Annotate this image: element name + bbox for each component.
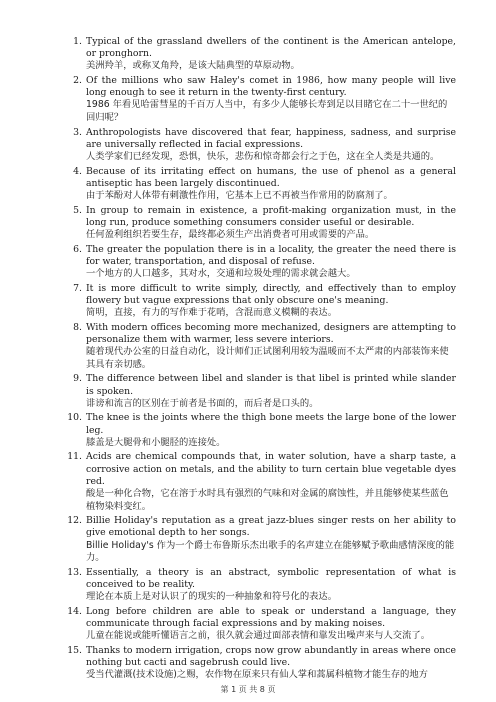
item-number: 3.: [73, 126, 82, 138]
item-body: [86, 322, 456, 372]
chinese-translation: 随着现代办公室的日益自动化，设计师们正试图利用较为温暖而不太严肃的内部装饰来使其具有亲切感。: [86, 345, 449, 370]
item-body: [86, 645, 456, 682]
item-number: 1.: [73, 36, 82, 47]
item-body: [86, 283, 456, 320]
list-item: [62, 645, 456, 682]
chinese-translation: 任何盈利组织若要生存，最终都必须生产出消费者可用或需要的产品。: [86, 228, 375, 240]
item-body: [86, 244, 456, 281]
item-body: [86, 36, 456, 73]
item-number: 15.: [67, 645, 82, 657]
english-sentence: Long before children are able to speak or understand a language, they communicate through facial expressions and by making noises.: [86, 606, 456, 630]
item-number: 13.: [67, 567, 82, 579]
item-number: 8.: [73, 321, 82, 333]
chinese-translation: 儿童在能说或能听懂语言之前，很久就会通过面部表情和靠发出噪声来与人交流了。: [86, 630, 430, 642]
page-footer: 第 1 页 共 8 页: [220, 685, 276, 694]
sentence-list: [62, 36, 456, 682]
item-number: 14.: [67, 606, 82, 618]
chinese-translation: 理论在本质上是对认识了的现实的一种抽象和符号化的表达。: [86, 591, 338, 603]
chinese-translation: 一个地方的人口越多，其对水，交通和垃圾处理的需求就会越大。: [86, 267, 356, 279]
english-sentence: Of the millions who saw Haley's comet in 1986, how many people will live long enough to see it return in the twenty-first century.: [86, 74, 456, 99]
item-body: [86, 205, 456, 242]
chinese-translation: 诽谤和流言的区别在于前者是书面的，而后者是口头的。: [86, 397, 319, 409]
list-item: [62, 166, 456, 203]
list-item: [62, 515, 456, 565]
list-item: [62, 373, 456, 410]
item-body: [86, 451, 456, 513]
item-number: 6.: [73, 243, 82, 255]
list-item: [62, 205, 456, 242]
chinese-translation: 酸是一种化合物，它在溶于水时具有强烈的气味和对金属的腐蚀性，并且能够使某些蓝色植物染料变红。: [86, 487, 449, 512]
english-sentence: Typical of the grassland dwellers of the continent is the American antelope, or pronghorn.: [86, 36, 456, 60]
chinese-translation: 受当代灌溉(技术设施)之赐，农作物在原来只有仙人掌和蒿属科植物才能生存的地方: [86, 669, 428, 681]
list-item: [62, 283, 456, 320]
item-body: [86, 606, 456, 643]
item-number: 9.: [73, 373, 82, 385]
item-number: 12.: [67, 515, 82, 527]
item-body: [86, 412, 456, 449]
list-item: [62, 606, 456, 643]
list-item: [62, 127, 456, 164]
english-sentence: The greater the population there is in a locality, the greater the need there is for water, transportation, and disposal of refuse.: [86, 243, 456, 267]
chinese-translation: 膝盖是大腿骨和小腿胫的连接处。: [86, 436, 226, 448]
chinese-translation: 人类学家们已经发现，恐惧，快乐，悲伤和惊奇都会行之于色，这在全人类是共通的。: [86, 150, 440, 162]
list-item: [62, 412, 456, 449]
item-number: 4.: [73, 165, 82, 177]
english-sentence: Billie Holiday's reputation as a great jazz-blues singer rests on her ability to give emotional depth to her songs.: [86, 515, 456, 539]
chinese-translation: Billie Holiday's 作为一个爵士布鲁斯乐杰出歌手的名声建立在能够赋予歌曲感情深度的能力。: [86, 539, 455, 564]
english-sentence: Thanks to modern irrigation, crops now grow abundantly in areas where once nothing but cacti and sagebrush could live.: [86, 645, 456, 669]
english-sentence: The difference between libel and slander is that libel is printed while slander is spoken.: [86, 373, 456, 397]
item-body: [86, 515, 456, 565]
item-body: [86, 75, 456, 125]
chinese-translation: 简明，直接，有力的写作难于花哨，含混而意义模糊的表达。: [86, 306, 338, 318]
list-item: [62, 322, 456, 372]
list-item: [62, 75, 456, 125]
chinese-translation: 由于苯酚对人体带有刺激性作用，它基本上已不再被当作常用的防腐剂了。: [86, 189, 393, 201]
item-body: [86, 373, 456, 410]
english-sentence: Because of its irritating effect on humans, the use of phenol as a general antiseptic has been largely discontinued.: [86, 165, 456, 189]
english-sentence: In group to remain in existence, a profit-making organization must, in the long run, produce something consumers consider useful or desirable.: [86, 204, 456, 228]
english-sentence: The knee is the joints where the thigh bone meets the large bone of the lower leg.: [86, 412, 456, 436]
english-sentence: Essentially, a theory is an abstract, symbolic representation of what is conceived to be reality.: [86, 567, 456, 591]
chinese-translation: 1986 年看见哈雷彗星的千百万人当中，有多少人能够长寿到足以目睹它在二十一世纪的回归呢？: [86, 99, 448, 123]
english-sentence: Anthropologists have discovered that fear, happiness, sadness, and surprise are universally reflected in facial expressions.: [86, 126, 456, 150]
list-item: [62, 36, 456, 73]
list-item: [62, 451, 456, 513]
list-item: [62, 567, 456, 604]
item-body: [86, 166, 456, 203]
item-number: 7.: [73, 282, 82, 294]
english-sentence: Acids are chemical compounds that, in water solution, have a sharp taste, a corrosive action on metals, and the ability to turn certain blue vegetable dyes red.: [86, 451, 456, 487]
item-number: 2.: [73, 74, 82, 86]
item-number: 5.: [73, 204, 82, 216]
item-number: 11.: [67, 451, 82, 463]
item-body: [86, 127, 456, 164]
chinese-translation: 美洲羚羊，或称叉角羚，是该大陆典型的草原动物。: [86, 60, 300, 72]
english-sentence: With modern offices becoming more mechanized, designers are attempting to personalize them with warmer, less severe interiors.: [86, 321, 456, 345]
english-sentence: It is more difficult to write simply, directly, and effectively than to employ flowery but vague expressions that only obscure one's meaning.: [86, 282, 456, 306]
item-body: [86, 567, 456, 604]
list-item: [62, 244, 456, 281]
item-number: 10.: [67, 412, 82, 424]
